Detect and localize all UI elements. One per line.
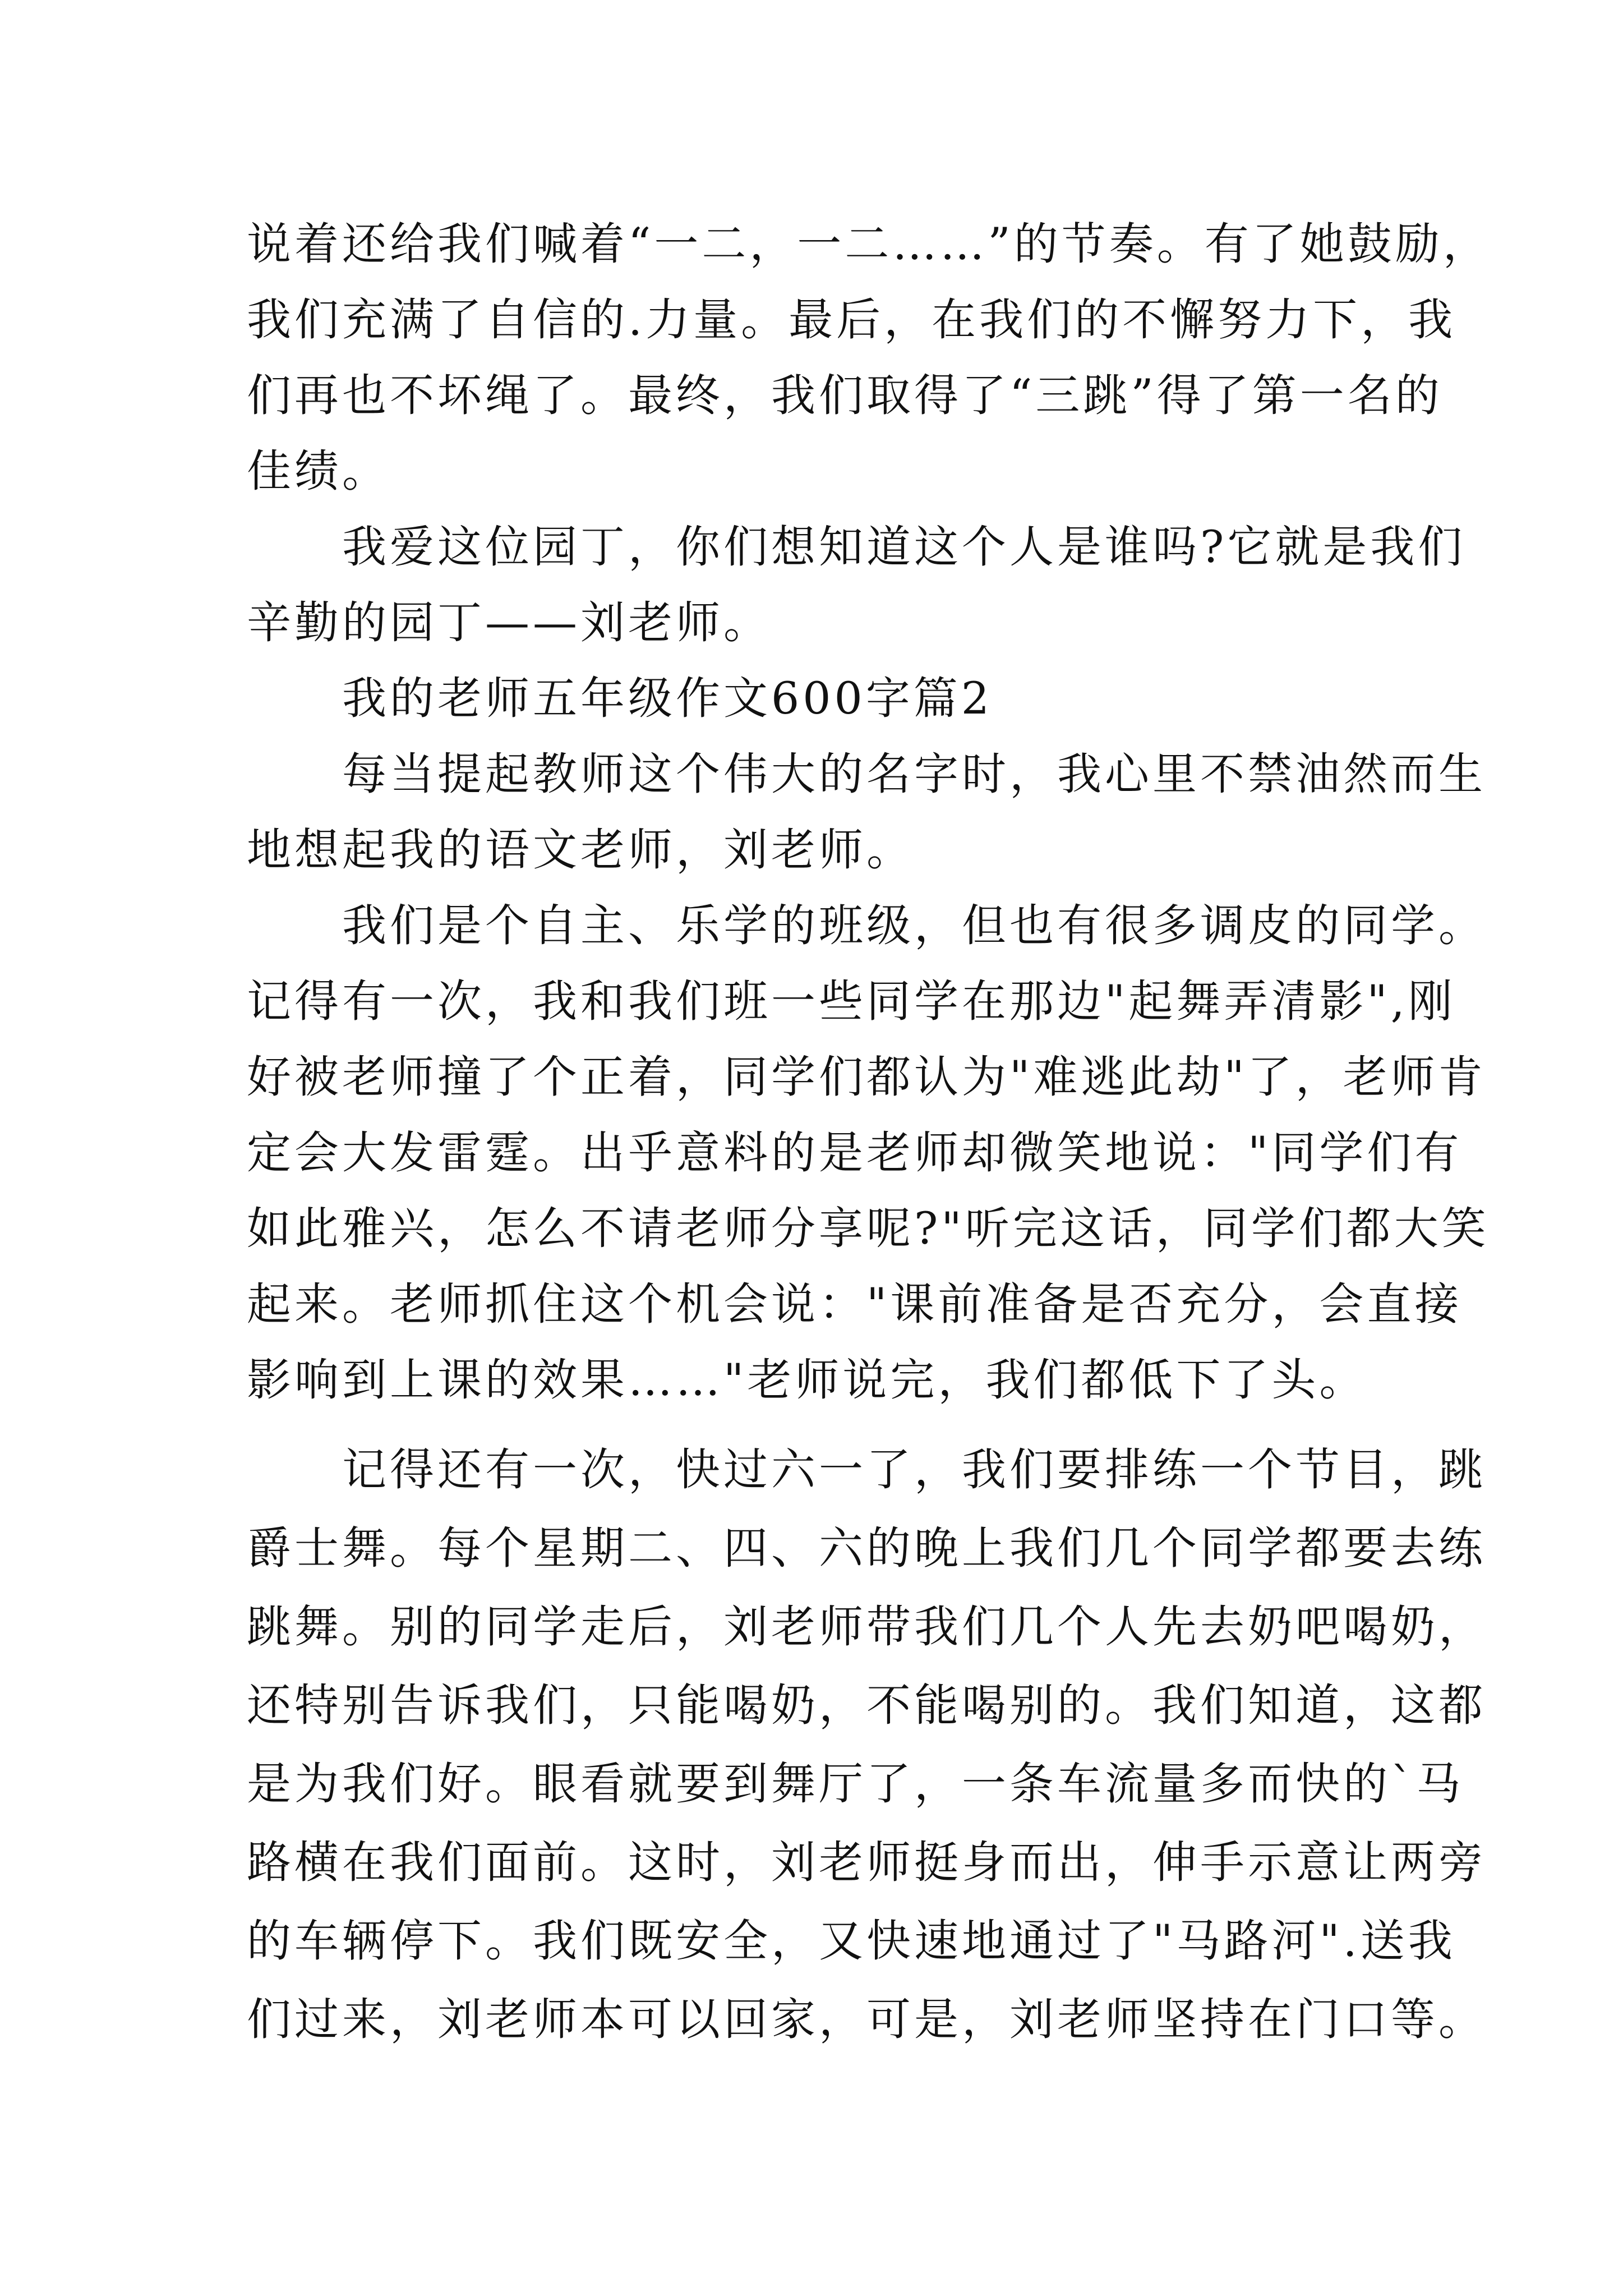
text-line-3: 们再也不坏绳了。最终，我们取得了“三跳”得了第一名的 [247,370,1443,421]
text-line-23: 的车辆停下。我们既安全，又快速地通过了"马路河".送我 [247,1915,1456,1967]
text-line-18: 爵士舞。每个星期二、四、六的晚上我们几个同学都要去练 [247,1522,1486,1574]
text-line-11: 记得有一次，我和我们班一些同学在那边"起舞弄清影",刚 [247,976,1456,1027]
text-line-14: 如此雅兴，怎么不请老师分享呢?"听完这话，同学们都大笑 [247,1203,1490,1254]
text-line-10: 我们是个自主、乐学的班级，但也有很多调皮的同学。 [342,900,1486,951]
text-line-2: 我们充满了自信的.力量。最后，在我们的不懈努力下，我 [247,294,1456,346]
text-line-20: 还特别告诉我们，只能喝奶，不能喝别的。我们知道，这都 [247,1680,1486,1731]
text-line-21: 是为我们好。眼看就要到舞厅了，一条车流量多而快的`马 [247,1758,1464,1810]
text-line-5: 我爱这位园丁，你们想知道这个人是谁吗?它就是我们 [342,521,1466,573]
text-line-9: 地想起我的语文老师，刘老师。 [247,824,914,876]
text-line-13: 定会大发雷霆。出乎意料的是老师却微笑地说："同学们有 [247,1127,1463,1179]
text-line-24: 们过来，刘老师本可以回家，可是，刘老师坚持在门口等。 [247,1994,1486,2045]
text-line-22: 路横在我们面前。这时，刘老师挺身而出，伸手示意让两旁 [247,1837,1486,1888]
text-line-1: 说着还给我们喊着“一二，一二……”的节奏。有了她鼓励， [247,218,1491,270]
text-line-19: 跳舞。别的同学走后，刘老师带我们几个人先去奶吧喝奶， [247,1601,1486,1653]
section-heading: 我的老师五年级作文600字篇2 [342,673,993,724]
text-line-15: 起来。老师抓住这个机会说："课前准备是否充分，会直接 [247,1278,1463,1330]
text-line-4: 佳绩。 [247,445,390,497]
text-line-16: 影响到上课的效果……"老师说完，我们都低下了头。 [247,1354,1367,1406]
text-line-12: 好被老师撞了个正着，同学们都认为"难逃此劫"了，老师肯 [247,1051,1486,1103]
text-line-6: 辛勤的园丁——刘老师。 [247,597,771,648]
text-line-8: 每当提起教师这个伟大的名字时，我心里不禁油然而生 [342,748,1486,800]
text-line-17: 记得还有一次，快过六一了，我们要排练一个节目，跳 [342,1444,1486,1496]
